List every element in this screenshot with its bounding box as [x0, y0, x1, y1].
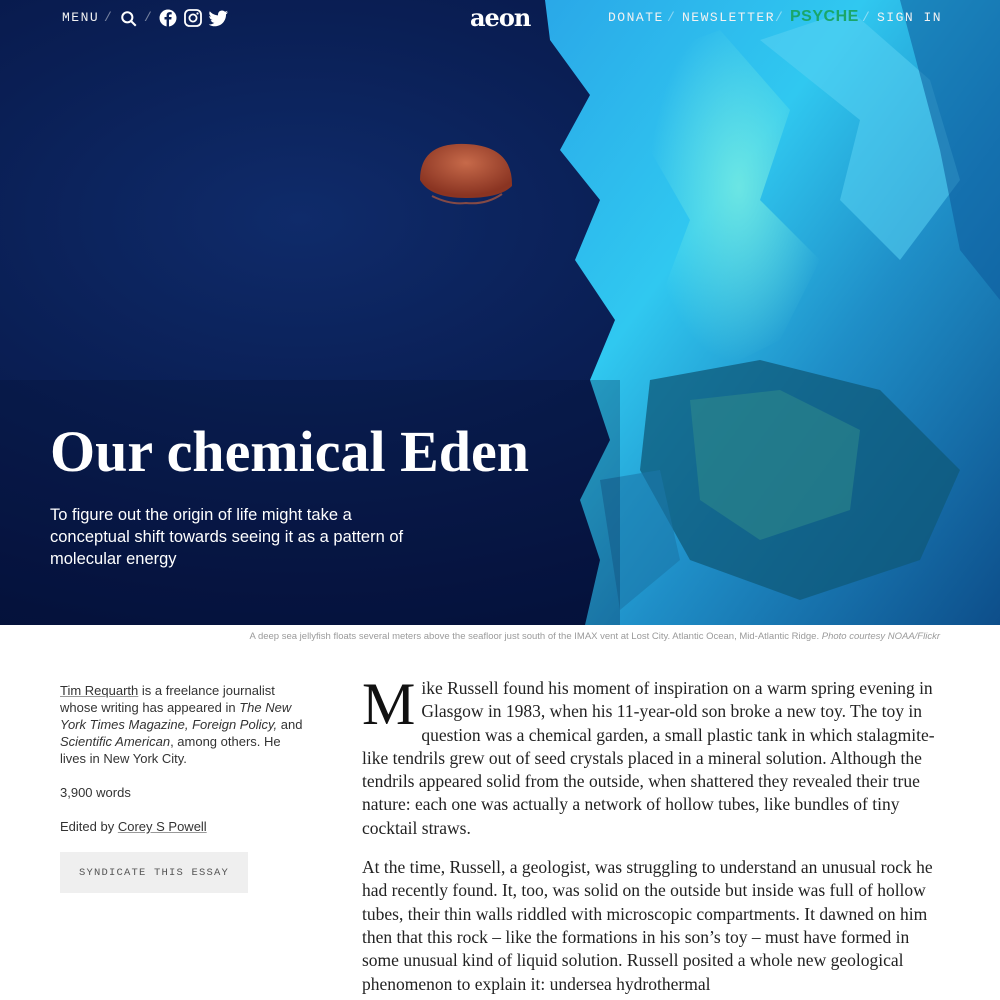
donate-link[interactable]: DONATE: [608, 10, 664, 25]
article-sidebar: [60, 682, 310, 893]
facebook-icon[interactable]: [159, 9, 177, 27]
nav-separator: /: [104, 10, 112, 25]
twitter-icon[interactable]: [209, 9, 229, 27]
image-caption: [250, 631, 941, 642]
menu-button[interactable]: MENU: [62, 10, 100, 25]
author-link[interactable]: Tim Requarth: [60, 683, 139, 698]
nav-separator: /: [144, 10, 152, 25]
edited-by-label: Edited by: [60, 819, 118, 834]
aeon-logo[interactable]: aeon: [470, 3, 531, 32]
nav-separator: /: [667, 10, 675, 25]
edited-by: [60, 818, 310, 835]
article-paragraph: At the time, Russell, a geologist, was struggling to understand an unusual rock he had recently found. It, too, was solid on the outside but inside was full of hollow tubes, their thin walls riddled with microscopic compartments. It dawned on him then that this rock – like the formations in his son’s toy – must have formed in some unusual kind of liquid solution. Russell posited a whole new geological phenomenon to explain it: undersea hydrothermal: [362, 857, 933, 994]
article-title: Our chemical Eden: [50, 419, 530, 484]
bio-text: , among others. He lives in New York City.: [60, 734, 281, 766]
nav-separator: /: [862, 10, 870, 25]
jellyfish: [420, 144, 512, 198]
article-body: [362, 671, 942, 1000]
bio-text: is a freelance journalist whose writing has appeared in: [60, 683, 275, 715]
word-count: 3,900 words: [60, 785, 131, 800]
psyche-link[interactable]: PSYCHE: [790, 8, 859, 25]
caption-text: A deep sea jellyfish floats several meters above the seafloor just south of the IMAX vent at Lost City. Atlantic Ocean, Mid-Atlantic Ridge.: [249, 631, 820, 642]
caption-credit: Photo courtesy NOAA/Flickr: [821, 631, 940, 642]
paragraph-text: ike Russell found his moment of inspiration on a warm spring evening in Glasgow in 1983, when his 11-year-old son broke a new toy. The toy in question was a chemical garden, a small plastic tank in which stalagmite-like tendrils grew out of seed crystals placed in a mineral solution. Although the tendrils appeared solid from the outside, when shattered they revealed their true nature: each one was actually a network of hollow tubes, like bundles of tiny cocktail straws.: [362, 678, 935, 838]
editor-link[interactable]: Corey S Powell: [117, 819, 207, 834]
article-paragraph: [362, 671, 942, 840]
bio-publication: The New York Times Magazine, Foreign Policy,: [60, 700, 292, 732]
sign-in-link[interactable]: SIGN IN: [877, 10, 943, 25]
nav-separator: /: [775, 10, 783, 25]
article-subtitle: To figure out the origin of life might take a conceptual shift towards seeing it as a pattern of molecular energy: [50, 506, 404, 568]
syndicate-button[interactable]: SYNDICATE THIS ESSAY: [60, 852, 248, 893]
instagram-icon[interactable]: [184, 9, 202, 27]
author-bio: [60, 682, 310, 767]
newsletter-link[interactable]: NEWSLETTER: [682, 10, 776, 25]
search-icon[interactable]: [120, 10, 138, 28]
top-navigation: [0, 0, 1000, 36]
drop-cap: M: [362, 671, 416, 737]
bio-publication: Scientific American: [60, 734, 171, 749]
bio-text: and: [277, 717, 303, 732]
